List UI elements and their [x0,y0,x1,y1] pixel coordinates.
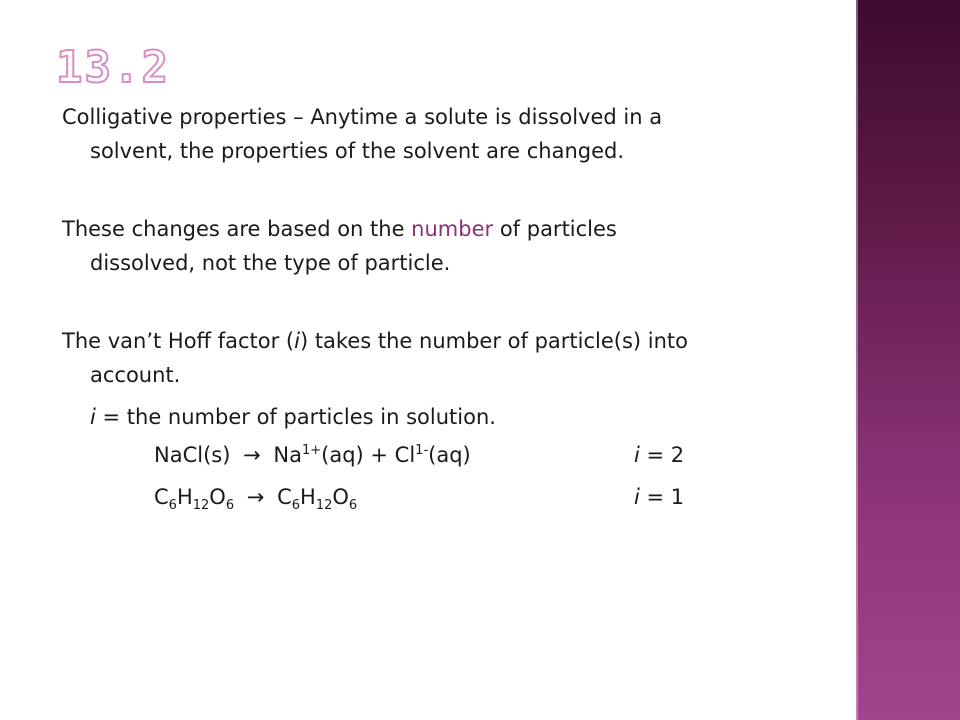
subscript: 6 [291,498,301,514]
decorative-side-band [856,0,960,720]
variable-i: i [294,329,300,353]
text-segment: ) takes the number of particle(s) into [299,329,688,353]
paragraph-particles [62,212,832,280]
paragraph-vant-hoff [62,324,832,392]
subscript: 6 [225,498,235,514]
equation-glucose [154,480,357,514]
subscript: 6 [348,498,358,514]
text-segment: The van’t Hoff factor ( [62,329,295,353]
paragraph-line: solvent, the properties of the solvent are changed. [90,139,625,163]
vant-hoff-value [634,480,684,514]
i-value: = 2 [639,443,685,467]
variable-i: i [634,485,640,509]
paragraph-line: account. [90,363,181,387]
paragraph-line: Colligative properties – Anytime a solute is dissolved in a [62,105,663,129]
variable-i: i [90,405,96,429]
ion-charge: 1+ [301,443,322,458]
reactant: NaCl(s) [154,443,231,467]
subscript: 12 [192,498,210,514]
subscript: 12 [315,498,333,514]
element: C [277,485,292,509]
arrow-right-icon: → [243,443,261,467]
element: H [176,485,193,509]
paragraph-colligative [62,100,832,168]
paragraph-line: dissolved, not the type of particle. [90,251,451,275]
element: H [300,485,316,509]
vant-hoff-value [634,438,684,472]
element: C [154,485,169,509]
i-value: = 1 [639,485,685,509]
highlighted-word: number [411,217,494,241]
definition-line [90,400,496,434]
element: O [209,485,226,509]
product-ion: Na [273,443,302,467]
text-segment: These changes are based on the [62,217,412,241]
element: O [332,485,349,509]
equation-nacl [154,438,471,472]
subscript: 6 [168,498,177,514]
text-segment: of particles [493,217,617,241]
ion-charge: 1- [415,443,429,458]
slide-title: 13.2 [56,42,170,93]
definition-text: = the number of particles in solution. [95,405,496,429]
arrow-right-icon: → [246,485,265,509]
product-state: (aq) + Cl [321,443,416,467]
variable-i: i [634,443,640,467]
product-state: (aq) [428,443,471,467]
